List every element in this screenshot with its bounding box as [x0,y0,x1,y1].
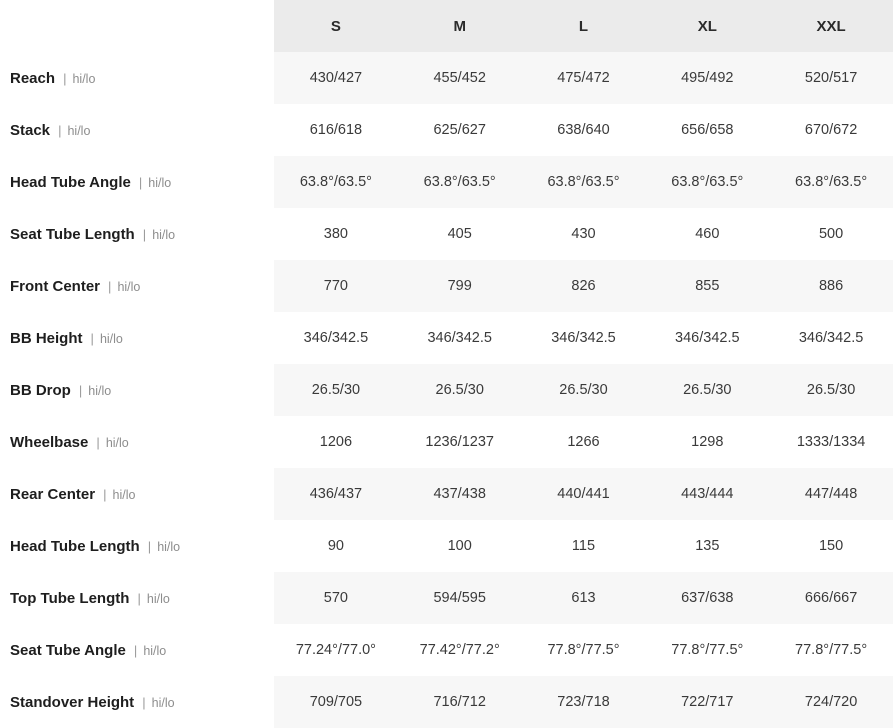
metric-qualifier: hi/lo [146,591,170,606]
cell-value: 455/452 [398,52,522,104]
cell-value: 656/658 [645,104,769,156]
metric-qualifier: hi/lo [105,435,129,450]
column-header-size-s: S [274,0,398,52]
cell-value: 77.8°/77.5° [645,624,769,676]
header-row [0,0,893,52]
table-row [0,676,893,728]
table-row [0,104,893,156]
column-header-size-l: L [522,0,646,52]
cell-value: 475/472 [522,52,646,104]
cell-value: 495/492 [645,52,769,104]
cell-value: 666/667 [769,572,893,624]
table-row [0,624,893,676]
metric-separator: | [103,486,107,502]
cell-value: 77.24°/77.0° [274,624,398,676]
metric-separator: | [137,590,141,606]
cell-value: 77.8°/77.5° [522,624,646,676]
metric-name: Top Tube Length [10,589,130,607]
metric-name: Head Tube Length [10,537,140,555]
row-label-standover-height [0,676,274,728]
cell-value: 63.8°/63.5° [769,156,893,208]
cell-value: 430/427 [274,52,398,104]
table-row [0,416,893,468]
cell-value: 1236/1237 [398,416,522,468]
row-label-seat-tube-angle [0,624,274,676]
metric-qualifier: hi/lo [112,487,136,502]
cell-value: 799 [398,260,522,312]
column-header-size-xxl: XXL [769,0,893,52]
cell-value: 346/342.5 [274,312,398,364]
table-body [0,52,893,728]
cell-value: 670/672 [769,104,893,156]
row-label-rear-center [0,468,274,520]
row-label-head-tube-length [0,520,274,572]
metric-separator: | [63,70,67,86]
cell-value: 436/437 [274,468,398,520]
row-label-seat-tube-length [0,208,274,260]
metric-separator: | [90,330,94,346]
cell-value: 570 [274,572,398,624]
metric-name: Front Center [10,277,100,295]
cell-value: 826 [522,260,646,312]
cell-value: 150 [769,520,893,572]
metric-name: Stack [10,121,51,139]
cell-value: 855 [645,260,769,312]
metric-name: Reach [10,69,56,87]
cell-value: 26.5/30 [274,364,398,416]
row-label-head-tube-angle [0,156,274,208]
cell-value: 430 [522,208,646,260]
cell-value: 346/342.5 [645,312,769,364]
row-label-front-center [0,260,274,312]
metric-qualifier: hi/lo [152,227,176,242]
cell-value: 437/438 [398,468,522,520]
cell-value: 1206 [274,416,398,468]
cell-value: 90 [274,520,398,572]
table-row [0,208,893,260]
cell-value: 616/618 [274,104,398,156]
metric-separator: | [133,642,138,658]
row-label-wheelbase [0,416,274,468]
cell-value: 1298 [645,416,769,468]
cell-value: 380 [274,208,398,260]
row-label-bb-drop [0,364,274,416]
cell-value: 723/718 [522,676,646,728]
cell-value: 709/705 [274,676,398,728]
table-row [0,520,893,572]
cell-value: 770 [274,260,398,312]
table-row [0,312,893,364]
cell-value: 26.5/30 [522,364,646,416]
cell-value: 625/627 [398,104,522,156]
metric-name: Standover Height [10,693,135,711]
metric-name: Rear Center [10,485,96,503]
cell-value: 115 [522,520,646,572]
metric-separator: | [78,382,83,398]
cell-value: 405 [398,208,522,260]
cell-value: 77.8°/77.5° [769,624,893,676]
cell-value: 460 [645,208,769,260]
cell-value: 26.5/30 [645,364,769,416]
table-corner-cell [0,0,274,52]
metric-name: BB Drop [10,381,71,399]
metric-qualifier: hi/lo [72,71,96,86]
metric-qualifier: hi/lo [143,643,167,658]
cell-value: 1333/1334 [769,416,893,468]
column-header-size-xl: XL [645,0,769,52]
cell-value: 638/640 [522,104,646,156]
metric-separator: | [142,694,146,710]
cell-value: 440/441 [522,468,646,520]
row-label-bb-height [0,312,274,364]
cell-value: 1266 [522,416,646,468]
cell-value: 346/342.5 [769,312,893,364]
metric-qualifier: hi/lo [88,383,112,398]
metric-separator: | [147,538,152,554]
metric-qualifier: hi/lo [148,175,172,190]
cell-value: 63.8°/63.5° [645,156,769,208]
column-header-size-m: M [398,0,522,52]
metric-name: BB Height [10,329,83,347]
metric-qualifier: hi/lo [117,279,141,294]
cell-value: 637/638 [645,572,769,624]
cell-value: 26.5/30 [398,364,522,416]
cell-value: 724/720 [769,676,893,728]
cell-value: 135 [645,520,769,572]
table-row [0,156,893,208]
metric-separator: | [96,434,100,450]
metric-separator: | [108,278,112,294]
cell-value: 886 [769,260,893,312]
cell-value: 447/448 [769,468,893,520]
cell-value: 716/712 [398,676,522,728]
metric-qualifier: hi/lo [151,695,175,710]
row-label-reach [0,52,274,104]
cell-value: 100 [398,520,522,572]
cell-value: 722/717 [645,676,769,728]
metric-name: Seat Tube Angle [10,641,126,659]
cell-value: 63.8°/63.5° [522,156,646,208]
cell-value: 520/517 [769,52,893,104]
metric-qualifier: hi/lo [157,539,181,554]
metric-name: Head Tube Angle [10,173,131,191]
table-row [0,52,893,104]
table-row [0,468,893,520]
cell-value: 594/595 [398,572,522,624]
row-label-top-tube-length [0,572,274,624]
metric-qualifier: hi/lo [99,331,123,346]
metric-separator: | [138,174,143,190]
table-row [0,260,893,312]
table-header [0,0,893,52]
metric-qualifier: hi/lo [67,123,91,138]
row-label-stack [0,104,274,156]
metric-name: Wheelbase [10,433,89,451]
cell-value: 613 [522,572,646,624]
cell-value: 346/342.5 [522,312,646,364]
table-row [0,364,893,416]
cell-value: 443/444 [645,468,769,520]
cell-value: 346/342.5 [398,312,522,364]
cell-value: 77.42°/77.2° [398,624,522,676]
table-row [0,572,893,624]
cell-value: 500 [769,208,893,260]
metric-separator: | [142,226,147,242]
metric-name: Seat Tube Length [10,225,135,243]
cell-value: 63.8°/63.5° [398,156,522,208]
cell-value: 26.5/30 [769,364,893,416]
metric-separator: | [58,122,62,138]
cell-value: 63.8°/63.5° [274,156,398,208]
